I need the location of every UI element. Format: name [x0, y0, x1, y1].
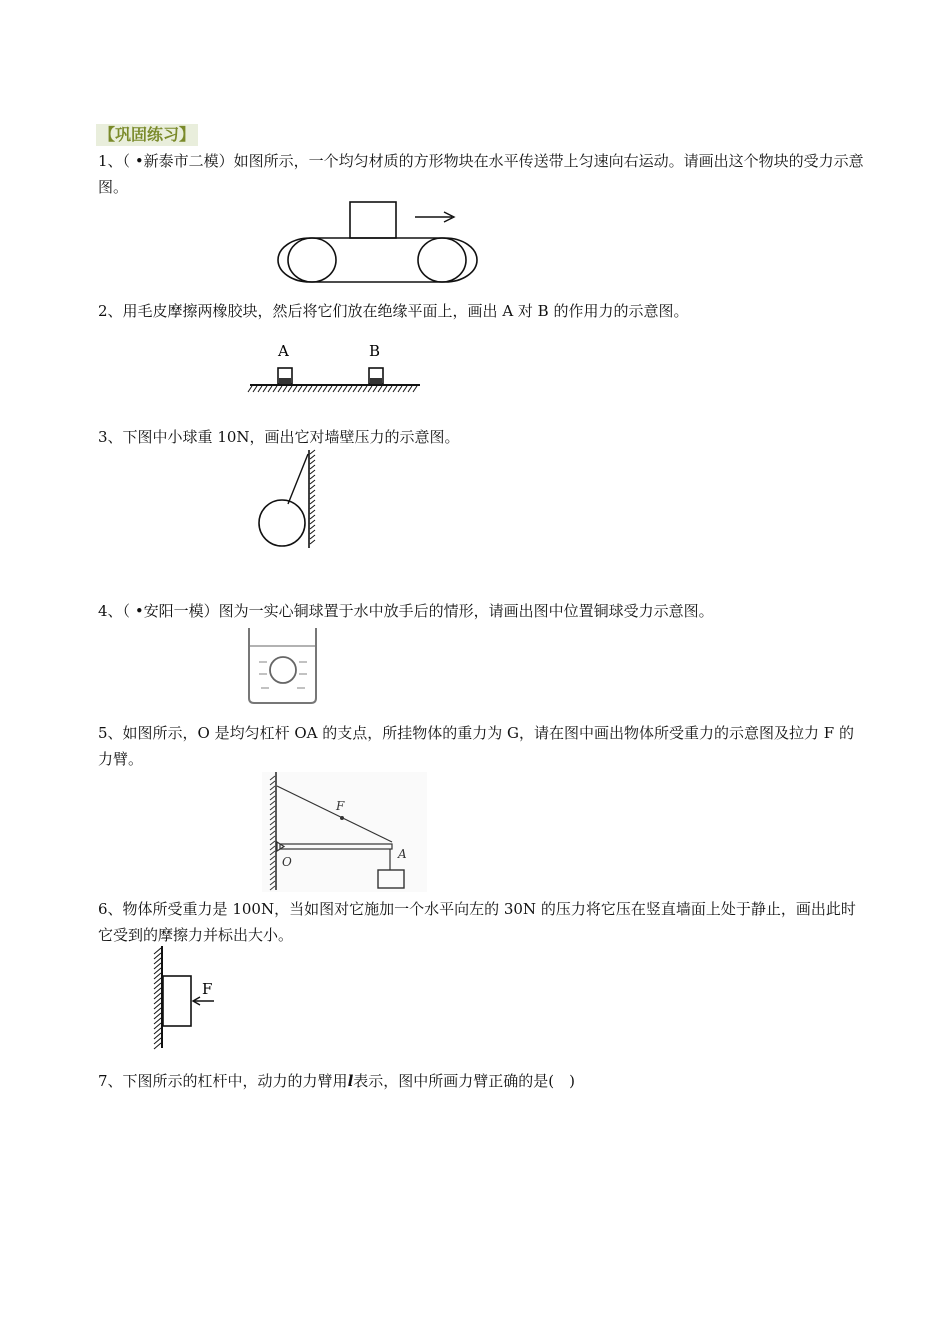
question-4 — [98, 598, 868, 624]
label-b: B — [369, 342, 381, 360]
question-text: 如图所示，O 是均匀杠杆 OA 的支点，所挂物体的重力为 G，请在图中画出物体所受重力的示意图及拉力 F 的力臂。 — [98, 724, 854, 768]
figure-rubber-blocks — [250, 338, 425, 398]
left-roller — [288, 238, 336, 282]
figure-copper-ball-in-water — [245, 628, 325, 706]
question-text: 物体所受重力是 100N，当如图对它施加一个水平向左的 30N 的压力将它压在竖直墙面上处于静止，画出此时它受到的摩擦力并标出大小。 — [98, 900, 856, 944]
figure-lever-oa — [262, 772, 427, 892]
question-number: 7、 — [98, 1072, 123, 1090]
figure-ball-on-wall — [255, 450, 325, 550]
label-f: F — [202, 980, 213, 998]
copper-ball — [270, 657, 296, 683]
question-1 — [98, 148, 868, 200]
beaker — [249, 628, 316, 703]
question-text: 表示，图中所画力臂正确的是( ) — [353, 1072, 575, 1090]
string — [288, 454, 308, 504]
block — [350, 202, 396, 238]
block — [163, 976, 191, 1026]
question-number: 2、 — [98, 302, 123, 320]
question-2 — [98, 298, 868, 324]
question-number: 4、 — [98, 602, 123, 620]
section-title: 【巩固练习】 — [96, 124, 198, 146]
right-roller — [418, 238, 466, 282]
belt — [278, 238, 477, 282]
question-text: （ •新泰市二模）如图所示，一个均匀材质的方形物块在水平传送带上匀速向右运动。请画出这个物块的受力示意图。 — [98, 152, 864, 196]
figure-conveyor-belt — [280, 198, 480, 290]
question-3 — [98, 424, 868, 450]
lever-arm-symbol: l — [347, 1072, 354, 1090]
question-5 — [98, 720, 868, 772]
question-text: （ •安阳一模）图为一实心铜球置于水中放手后的情形，请画出图中位置铜球受力示意图。 — [122, 602, 714, 620]
label-a: A — [398, 847, 407, 861]
label-o: O — [282, 855, 292, 869]
label-a: A — [278, 342, 289, 360]
question-number: 1、 — [98, 152, 123, 170]
question-number: 3、 — [98, 428, 123, 446]
question-text: 用毛皮摩擦两橡胶块，然后将它们放在绝缘平面上，画出 A 对 B 的作用力的示意图。 — [122, 302, 689, 320]
question-6 — [98, 896, 868, 948]
label-f: F — [336, 799, 345, 813]
question-text: 下图所示的杠杆中，动力的力臂用 — [122, 1072, 348, 1090]
question-number: 5、 — [98, 724, 123, 742]
ball — [259, 500, 305, 546]
question-text: 下图中小球重 10N，画出它对墙壁压力的示意图。 — [122, 428, 460, 446]
question-7 — [98, 1068, 868, 1094]
question-number: 6、 — [98, 900, 123, 918]
figure-block-pressed-on-wall — [142, 946, 222, 1050]
